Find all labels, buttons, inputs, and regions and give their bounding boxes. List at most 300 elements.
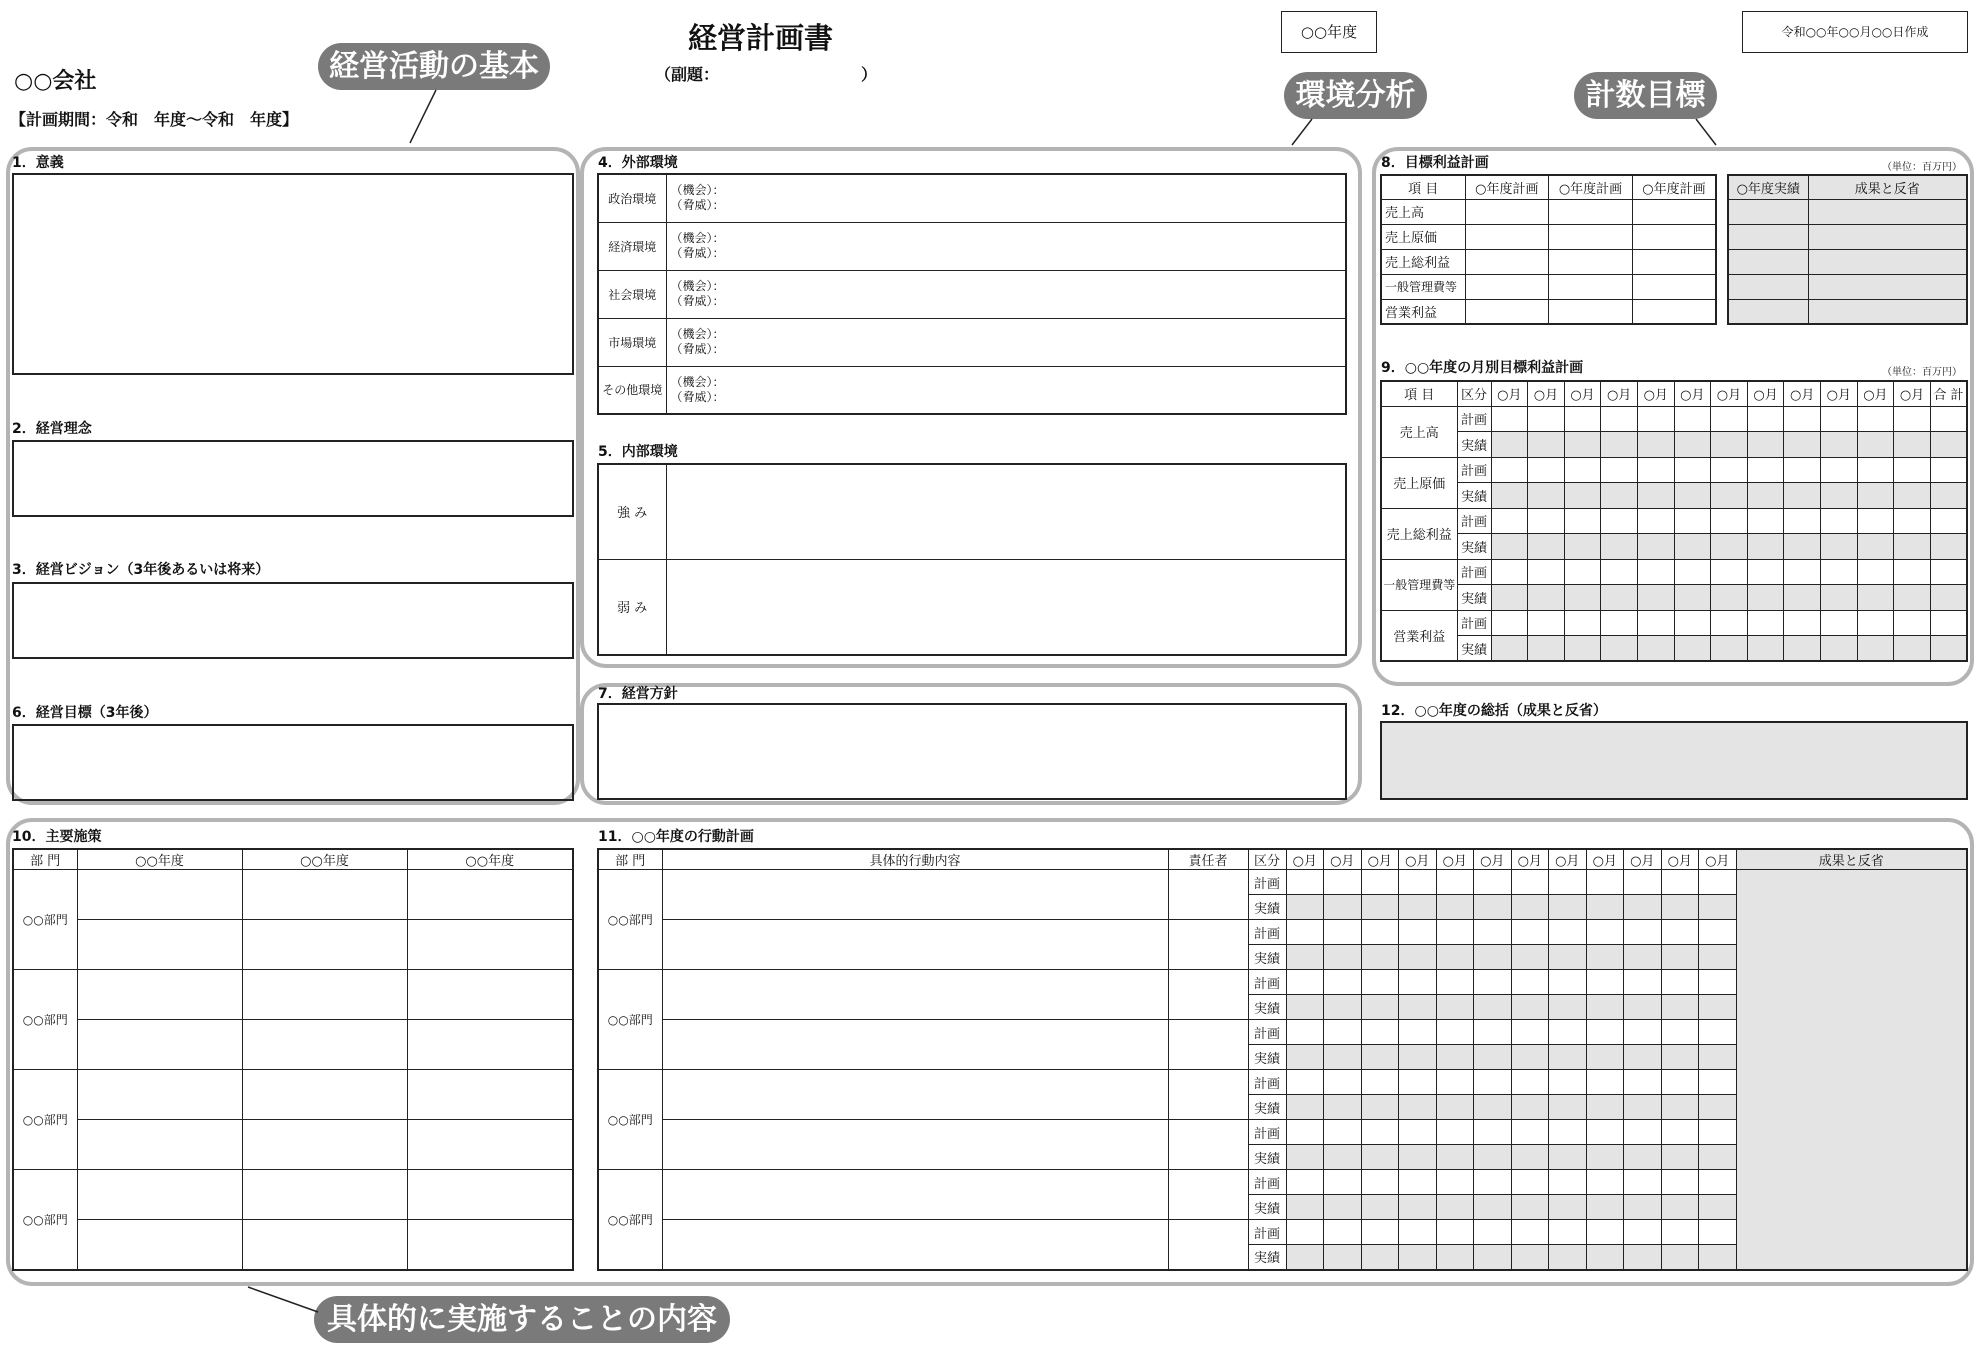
action-month-cell[interactable] (1474, 1145, 1512, 1170)
plan-cell[interactable] (1549, 299, 1633, 324)
plan-value-cell[interactable] (1747, 508, 1784, 534)
action-month-cell[interactable] (1399, 1095, 1437, 1120)
action-month-cell[interactable] (1624, 1120, 1662, 1145)
actual-value-cell[interactable] (1528, 585, 1565, 611)
action-content-cell[interactable] (662, 1220, 1168, 1270)
action-month-cell[interactable] (1549, 1020, 1587, 1045)
summary-box[interactable] (1380, 721, 1968, 800)
action-content-cell[interactable] (662, 870, 1168, 920)
action-month-cell[interactable] (1286, 1245, 1324, 1270)
action-month-cell[interactable] (1474, 995, 1512, 1020)
measure-cell[interactable] (77, 970, 242, 1020)
actual-value-cell[interactable] (1857, 483, 1894, 509)
action-month-cell[interactable] (1286, 920, 1324, 945)
action-month-cell[interactable] (1699, 1020, 1737, 1045)
plan-value-cell[interactable] (1857, 610, 1894, 636)
action-month-cell[interactable] (1436, 1195, 1474, 1220)
measure-cell[interactable] (77, 1220, 242, 1270)
action-month-cell[interactable] (1361, 1195, 1399, 1220)
measure-cell[interactable] (77, 1020, 242, 1070)
action-month-cell[interactable] (1661, 1195, 1699, 1220)
review-cell[interactable] (1808, 224, 1967, 249)
plan-value-cell[interactable] (1674, 508, 1711, 534)
plan-value-cell[interactable] (1528, 457, 1565, 483)
action-month-cell[interactable] (1699, 1245, 1737, 1270)
action-month-cell[interactable] (1361, 1070, 1399, 1095)
plan-cell[interactable] (1632, 224, 1716, 249)
plan-value-cell[interactable] (1820, 559, 1857, 585)
external-row-cell[interactable] (666, 222, 1346, 270)
action-month-cell[interactable] (1286, 1020, 1324, 1045)
action-month-cell[interactable] (1549, 1170, 1587, 1195)
action-month-cell[interactable] (1324, 1145, 1362, 1170)
plan-value-cell[interactable] (1711, 559, 1748, 585)
actual-value-cell[interactable] (1491, 534, 1528, 560)
plan-value-cell[interactable] (1894, 457, 1931, 483)
action-owner-cell[interactable] (1168, 1220, 1248, 1270)
action-month-cell[interactable] (1511, 920, 1549, 945)
action-month-cell[interactable] (1699, 895, 1737, 920)
action-content-cell[interactable] (662, 1120, 1168, 1170)
action-owner-cell[interactable] (1168, 920, 1248, 970)
action-month-cell[interactable] (1436, 1220, 1474, 1245)
plan-value-cell[interactable] (1637, 508, 1674, 534)
plan-cell[interactable] (1465, 274, 1549, 299)
plan-cell[interactable] (1465, 299, 1549, 324)
plan-value-cell[interactable] (1711, 508, 1748, 534)
action-month-cell[interactable] (1511, 1095, 1549, 1120)
action-month-cell[interactable] (1586, 920, 1624, 945)
action-month-cell[interactable] (1399, 1045, 1437, 1070)
measure-cell[interactable] (242, 920, 407, 970)
action-month-cell[interactable] (1286, 1170, 1324, 1195)
actual-value-cell[interactable] (1747, 636, 1784, 662)
actual-value-cell[interactable] (1528, 432, 1565, 458)
action-owner-cell[interactable] (1168, 1120, 1248, 1170)
action-month-cell[interactable] (1661, 895, 1699, 920)
action-month-cell[interactable] (1399, 870, 1437, 895)
action-month-cell[interactable] (1436, 970, 1474, 995)
action-month-cell[interactable] (1474, 1045, 1512, 1070)
actual-value-cell[interactable] (1930, 483, 1967, 509)
actual-value-cell[interactable] (1894, 585, 1931, 611)
action-owner-cell[interactable] (1168, 1070, 1248, 1120)
measure-cell[interactable] (407, 920, 573, 970)
action-month-cell[interactable] (1549, 1070, 1587, 1095)
action-month-cell[interactable] (1624, 1245, 1662, 1270)
action-month-cell[interactable] (1661, 1120, 1699, 1145)
plan-value-cell[interactable] (1601, 457, 1638, 483)
action-month-cell[interactable] (1661, 1020, 1699, 1045)
action-month-cell[interactable] (1586, 1145, 1624, 1170)
action-month-cell[interactable] (1549, 895, 1587, 920)
action-month-cell[interactable] (1399, 1120, 1437, 1145)
action-month-cell[interactable] (1586, 895, 1624, 920)
action-month-cell[interactable] (1511, 970, 1549, 995)
action-month-cell[interactable] (1699, 1220, 1737, 1245)
action-month-cell[interactable] (1549, 995, 1587, 1020)
action-month-cell[interactable] (1511, 995, 1549, 1020)
actual-value-cell[interactable] (1674, 432, 1711, 458)
action-content-cell[interactable] (662, 920, 1168, 970)
plan-value-cell[interactable] (1894, 610, 1931, 636)
actual-value-cell[interactable] (1564, 483, 1601, 509)
actual-value-cell[interactable] (1491, 585, 1528, 611)
action-month-cell[interactable] (1361, 945, 1399, 970)
action-month-cell[interactable] (1361, 1245, 1399, 1270)
measure-cell[interactable] (77, 870, 242, 920)
action-month-cell[interactable] (1549, 1145, 1587, 1170)
plan-value-cell[interactable] (1857, 406, 1894, 432)
actual-value-cell[interactable] (1564, 432, 1601, 458)
action-owner-cell[interactable] (1168, 970, 1248, 1020)
actual-value-cell[interactable] (1747, 585, 1784, 611)
plan-value-cell[interactable] (1637, 610, 1674, 636)
actual-value-cell[interactable] (1857, 534, 1894, 560)
action-month-cell[interactable] (1324, 1070, 1362, 1095)
action-month-cell[interactable] (1699, 1045, 1737, 1070)
action-content-cell[interactable] (662, 970, 1168, 1020)
external-row-cell[interactable] (666, 318, 1346, 366)
action-month-cell[interactable] (1474, 970, 1512, 995)
measure-cell[interactable] (407, 970, 573, 1020)
actual-value-cell[interactable] (1491, 432, 1528, 458)
plan-value-cell[interactable] (1491, 610, 1528, 636)
action-month-cell[interactable] (1586, 1020, 1624, 1045)
action-content-cell[interactable] (662, 1070, 1168, 1120)
action-month-cell[interactable] (1511, 1145, 1549, 1170)
action-month-cell[interactable] (1699, 1120, 1737, 1145)
action-month-cell[interactable] (1549, 1045, 1587, 1070)
plan-value-cell[interactable] (1564, 610, 1601, 636)
action-month-cell[interactable] (1436, 945, 1474, 970)
action-month-cell[interactable] (1286, 945, 1324, 970)
action-month-cell[interactable] (1661, 995, 1699, 1020)
plan-value-cell[interactable] (1820, 406, 1857, 432)
measure-cell[interactable] (77, 920, 242, 970)
plan-value-cell[interactable] (1491, 559, 1528, 585)
action-month-cell[interactable] (1624, 1020, 1662, 1045)
actual-value-cell[interactable] (1674, 636, 1711, 662)
action-month-cell[interactable] (1549, 1245, 1587, 1270)
action-month-cell[interactable] (1661, 1070, 1699, 1095)
action-month-cell[interactable] (1436, 1070, 1474, 1095)
actual-value-cell[interactable] (1711, 483, 1748, 509)
review-cell[interactable] (1808, 199, 1967, 224)
actual-value-cell[interactable] (1564, 585, 1601, 611)
actual-cell[interactable] (1728, 299, 1808, 324)
plan-value-cell[interactable] (1930, 457, 1967, 483)
action-owner-cell[interactable] (1168, 1020, 1248, 1070)
plan-value-cell[interactable] (1930, 508, 1967, 534)
action-month-cell[interactable] (1474, 1245, 1512, 1270)
actual-value-cell[interactable] (1857, 432, 1894, 458)
action-month-cell[interactable] (1624, 870, 1662, 895)
vision-box[interactable] (12, 582, 574, 659)
action-month-cell[interactable] (1361, 1095, 1399, 1120)
action-month-cell[interactable] (1436, 870, 1474, 895)
action-month-cell[interactable] (1474, 870, 1512, 895)
plan-value-cell[interactable] (1491, 508, 1528, 534)
action-month-cell[interactable] (1324, 970, 1362, 995)
plan-value-cell[interactable] (1747, 559, 1784, 585)
actual-value-cell[interactable] (1857, 636, 1894, 662)
plan-cell[interactable] (1632, 299, 1716, 324)
action-month-cell[interactable] (1324, 945, 1362, 970)
action-month-cell[interactable] (1324, 895, 1362, 920)
action-month-cell[interactable] (1511, 895, 1549, 920)
actual-value-cell[interactable] (1930, 636, 1967, 662)
action-month-cell[interactable] (1474, 1220, 1512, 1245)
actual-value-cell[interactable] (1491, 483, 1528, 509)
actual-value-cell[interactable] (1820, 534, 1857, 560)
action-month-cell[interactable] (1699, 1070, 1737, 1095)
action-month-cell[interactable] (1699, 1195, 1737, 1220)
plan-value-cell[interactable] (1894, 559, 1931, 585)
action-month-cell[interactable] (1361, 870, 1399, 895)
actual-value-cell[interactable] (1747, 483, 1784, 509)
action-month-cell[interactable] (1586, 870, 1624, 895)
action-month-cell[interactable] (1436, 1095, 1474, 1120)
action-month-cell[interactable] (1361, 1220, 1399, 1245)
action-month-cell[interactable] (1436, 1120, 1474, 1145)
plan-cell[interactable] (1465, 199, 1549, 224)
action-month-cell[interactable] (1361, 1120, 1399, 1145)
plan-value-cell[interactable] (1711, 406, 1748, 432)
actual-value-cell[interactable] (1674, 534, 1711, 560)
actual-value-cell[interactable] (1601, 534, 1638, 560)
action-month-cell[interactable] (1399, 945, 1437, 970)
action-month-cell[interactable] (1511, 945, 1549, 970)
measure-cell[interactable] (407, 870, 573, 920)
actual-value-cell[interactable] (1747, 432, 1784, 458)
action-month-cell[interactable] (1436, 995, 1474, 1020)
action-month-cell[interactable] (1324, 920, 1362, 945)
action-month-cell[interactable] (1699, 945, 1737, 970)
plan-value-cell[interactable] (1857, 559, 1894, 585)
action-month-cell[interactable] (1436, 1045, 1474, 1070)
plan-value-cell[interactable] (1528, 508, 1565, 534)
action-month-cell[interactable] (1586, 1195, 1624, 1220)
plan-value-cell[interactable] (1820, 610, 1857, 636)
actual-cell[interactable] (1728, 199, 1808, 224)
plan-cell[interactable] (1549, 224, 1633, 249)
actual-value-cell[interactable] (1894, 432, 1931, 458)
measure-cell[interactable] (407, 1170, 573, 1220)
action-month-cell[interactable] (1474, 1070, 1512, 1095)
review-cell[interactable] (1808, 249, 1967, 274)
action-month-cell[interactable] (1399, 1170, 1437, 1195)
actual-value-cell[interactable] (1894, 636, 1931, 662)
action-owner-cell[interactable] (1168, 870, 1248, 920)
plan-value-cell[interactable] (1711, 457, 1748, 483)
action-month-cell[interactable] (1699, 920, 1737, 945)
plan-value-cell[interactable] (1747, 457, 1784, 483)
action-month-cell[interactable] (1586, 1220, 1624, 1245)
action-month-cell[interactable] (1549, 945, 1587, 970)
plan-value-cell[interactable] (1564, 508, 1601, 534)
action-month-cell[interactable] (1474, 895, 1512, 920)
plan-value-cell[interactable] (1747, 610, 1784, 636)
action-month-cell[interactable] (1586, 945, 1624, 970)
action-month-cell[interactable] (1661, 1170, 1699, 1195)
actual-value-cell[interactable] (1784, 534, 1821, 560)
action-month-cell[interactable] (1699, 1170, 1737, 1195)
review-cell[interactable] (1808, 274, 1967, 299)
plan-value-cell[interactable] (1930, 406, 1967, 432)
action-month-cell[interactable] (1624, 895, 1662, 920)
actual-value-cell[interactable] (1747, 534, 1784, 560)
actual-value-cell[interactable] (1637, 585, 1674, 611)
measure-cell[interactable] (242, 970, 407, 1020)
plan-value-cell[interactable] (1674, 559, 1711, 585)
action-month-cell[interactable] (1436, 1145, 1474, 1170)
plan-cell[interactable] (1632, 199, 1716, 224)
action-month-cell[interactable] (1511, 1020, 1549, 1045)
measure-cell[interactable] (242, 1220, 407, 1270)
actual-value-cell[interactable] (1711, 636, 1748, 662)
actual-value-cell[interactable] (1674, 483, 1711, 509)
actual-value-cell[interactable] (1784, 636, 1821, 662)
measure-cell[interactable] (77, 1170, 242, 1220)
actual-cell[interactable] (1728, 249, 1808, 274)
actual-value-cell[interactable] (1711, 534, 1748, 560)
action-month-cell[interactable] (1474, 1020, 1512, 1045)
external-row-cell[interactable] (666, 174, 1346, 222)
actual-value-cell[interactable] (1601, 585, 1638, 611)
action-month-cell[interactable] (1324, 1245, 1362, 1270)
action-month-cell[interactable] (1286, 1220, 1324, 1245)
plan-value-cell[interactable] (1564, 457, 1601, 483)
measure-cell[interactable] (242, 1170, 407, 1220)
actual-value-cell[interactable] (1784, 585, 1821, 611)
actual-value-cell[interactable] (1601, 483, 1638, 509)
action-month-cell[interactable] (1286, 1195, 1324, 1220)
action-month-cell[interactable] (1286, 895, 1324, 920)
action-month-cell[interactable] (1361, 920, 1399, 945)
plan-value-cell[interactable] (1601, 610, 1638, 636)
actual-value-cell[interactable] (1564, 534, 1601, 560)
action-content-cell[interactable] (662, 1170, 1168, 1220)
actual-value-cell[interactable] (1894, 483, 1931, 509)
plan-value-cell[interactable] (1784, 610, 1821, 636)
measure-cell[interactable] (242, 1120, 407, 1170)
actual-value-cell[interactable] (1637, 636, 1674, 662)
action-month-cell[interactable] (1511, 1120, 1549, 1145)
plan-value-cell[interactable] (1711, 610, 1748, 636)
actual-value-cell[interactable] (1637, 432, 1674, 458)
action-month-cell[interactable] (1361, 1045, 1399, 1070)
action-month-cell[interactable] (1549, 1095, 1587, 1120)
action-month-cell[interactable] (1474, 1170, 1512, 1195)
action-month-cell[interactable] (1324, 1195, 1362, 1220)
action-month-cell[interactable] (1361, 1020, 1399, 1045)
measure-cell[interactable] (407, 1220, 573, 1270)
strength-cell[interactable] (666, 464, 1346, 559)
action-month-cell[interactable] (1399, 1145, 1437, 1170)
action-month-cell[interactable] (1286, 1070, 1324, 1095)
plan-value-cell[interactable] (1820, 508, 1857, 534)
plan-value-cell[interactable] (1528, 406, 1565, 432)
action-content-cell[interactable] (662, 1020, 1168, 1070)
action-month-cell[interactable] (1511, 1045, 1549, 1070)
actual-value-cell[interactable] (1820, 585, 1857, 611)
plan-value-cell[interactable] (1528, 610, 1565, 636)
action-month-cell[interactable] (1324, 1220, 1362, 1245)
action-month-cell[interactable] (1436, 1020, 1474, 1045)
action-month-cell[interactable] (1699, 970, 1737, 995)
plan-value-cell[interactable] (1491, 457, 1528, 483)
action-month-cell[interactable] (1324, 995, 1362, 1020)
action-month-cell[interactable] (1286, 870, 1324, 895)
actual-value-cell[interactable] (1784, 483, 1821, 509)
action-month-cell[interactable] (1324, 1045, 1362, 1070)
action-month-cell[interactable] (1286, 1095, 1324, 1120)
action-month-cell[interactable] (1399, 895, 1437, 920)
action-month-cell[interactable] (1661, 1145, 1699, 1170)
action-month-cell[interactable] (1474, 1195, 1512, 1220)
action-month-cell[interactable] (1661, 970, 1699, 995)
action-month-cell[interactable] (1436, 895, 1474, 920)
action-month-cell[interactable] (1624, 1195, 1662, 1220)
action-month-cell[interactable] (1286, 1045, 1324, 1070)
goals-box[interactable] (12, 724, 574, 801)
action-month-cell[interactable] (1586, 1120, 1624, 1145)
plan-value-cell[interactable] (1637, 457, 1674, 483)
measure-cell[interactable] (77, 1070, 242, 1120)
plan-value-cell[interactable] (1674, 610, 1711, 636)
action-month-cell[interactable] (1586, 1070, 1624, 1095)
actual-value-cell[interactable] (1528, 636, 1565, 662)
plan-value-cell[interactable] (1528, 559, 1565, 585)
measure-cell[interactable] (77, 1120, 242, 1170)
action-month-cell[interactable] (1361, 995, 1399, 1020)
actual-value-cell[interactable] (1528, 534, 1565, 560)
action-month-cell[interactable] (1511, 1070, 1549, 1095)
plan-cell[interactable] (1465, 249, 1549, 274)
actual-value-cell[interactable] (1930, 585, 1967, 611)
plan-value-cell[interactable] (1820, 457, 1857, 483)
action-month-cell[interactable] (1399, 1195, 1437, 1220)
action-review-cell[interactable] (1736, 870, 1967, 1270)
action-month-cell[interactable] (1474, 1095, 1512, 1120)
action-month-cell[interactable] (1286, 1145, 1324, 1170)
action-month-cell[interactable] (1661, 1045, 1699, 1070)
plan-value-cell[interactable] (1930, 559, 1967, 585)
action-month-cell[interactable] (1324, 1120, 1362, 1145)
measure-cell[interactable] (242, 1020, 407, 1070)
plan-value-cell[interactable] (1747, 406, 1784, 432)
action-month-cell[interactable] (1399, 970, 1437, 995)
action-month-cell[interactable] (1324, 1170, 1362, 1195)
action-month-cell[interactable] (1511, 1245, 1549, 1270)
action-month-cell[interactable] (1436, 1170, 1474, 1195)
external-row-cell[interactable] (666, 270, 1346, 318)
action-month-cell[interactable] (1624, 1220, 1662, 1245)
plan-value-cell[interactable] (1784, 559, 1821, 585)
actual-value-cell[interactable] (1637, 534, 1674, 560)
action-month-cell[interactable] (1586, 970, 1624, 995)
action-month-cell[interactable] (1399, 920, 1437, 945)
plan-cell[interactable] (1549, 274, 1633, 299)
action-month-cell[interactable] (1361, 895, 1399, 920)
weakness-cell[interactable] (666, 559, 1346, 655)
action-month-cell[interactable] (1661, 945, 1699, 970)
action-month-cell[interactable] (1399, 995, 1437, 1020)
actual-value-cell[interactable] (1491, 636, 1528, 662)
action-month-cell[interactable] (1549, 1120, 1587, 1145)
action-month-cell[interactable] (1286, 1120, 1324, 1145)
